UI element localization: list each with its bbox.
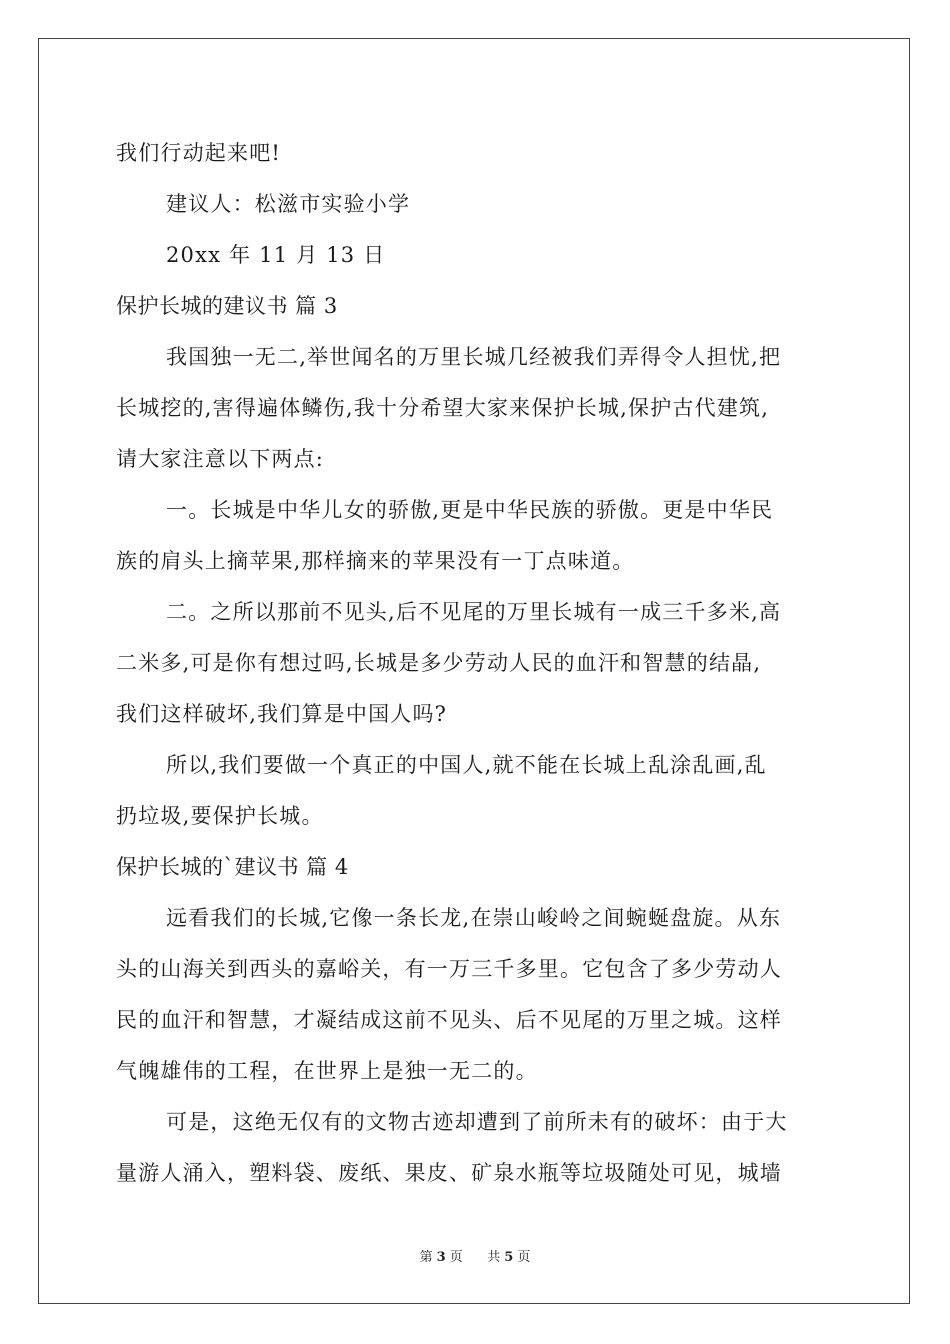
text-line: 请大家注意以下两点: (116, 447, 325, 471)
total-pages-label: 共 5 页 (487, 1250, 531, 1265)
text-line: 20xx 年 11 月 13 日 (166, 243, 386, 267)
section-heading: 保护长城的`建议书 篇 4 (116, 855, 349, 879)
page-number-label: 第 3 页 (419, 1250, 463, 1265)
text-line: 长城挖的,害得遍体鳞伤,我十分希望大家来保护长城,保护古代建筑, (116, 396, 770, 420)
text-line: 头的山海关到西头的嘉峪关，有一万三千多里。它包含了多少劳动人 (116, 957, 782, 981)
text-line: 所以,我们要做一个真正的中国人,就不能在长城上乱涂乱画,乱 (166, 753, 767, 777)
text-line: 气魄雄伟的工程，在世界上是独一无二的。 (116, 1059, 538, 1083)
text-line: 远看我们的长城,它像一条长龙,在崇山峻岭之间蜿蜒盘旋。从东 (166, 906, 782, 930)
text-line: 我国独一无二,举世闻名的万里长城几经被我们弄得令人担忧,把 (166, 345, 782, 369)
text-line: 民的血汗和智慧，才凝结成这前不见头、后不见尾的万里之城。这样 (116, 1008, 782, 1032)
page-footer (0, 1246, 950, 1265)
text-line: 我们行动起来吧! (116, 141, 282, 165)
text-line: 我们这样破坏,我们算是中国人吗? (116, 702, 448, 726)
text-line: 建议人：松滋市实验小学 (166, 192, 411, 216)
text-line: 族的肩头上摘苹果,那样摘来的苹果没有一丁点味道。 (116, 549, 635, 573)
text-line: 可是，这绝无仅有的文物古迹却遭到了前所未有的破坏：由于大 (166, 1110, 788, 1134)
text-line: 二米多,可是你有想过吗,长城是多少劳动人民的血汗和智慧的结晶, (116, 651, 762, 675)
document-body (116, 128, 836, 1199)
section-heading: 保护长城的建议书 篇 3 (116, 294, 338, 318)
text-line: 扔垃圾,要保护长城。 (116, 804, 324, 828)
text-line: 二。之所以那前不见头,后不见尾的万里长城有一成三千多米,高 (166, 600, 782, 624)
text-line: 一。长城是中华儿女的骄傲,更是中华民族的骄傲。更是中华民 (166, 498, 774, 522)
text-line: 量游人涌入，塑料袋、废纸、果皮、矿泉水瓶等垃圾随处可见，城墙 (116, 1161, 782, 1185)
